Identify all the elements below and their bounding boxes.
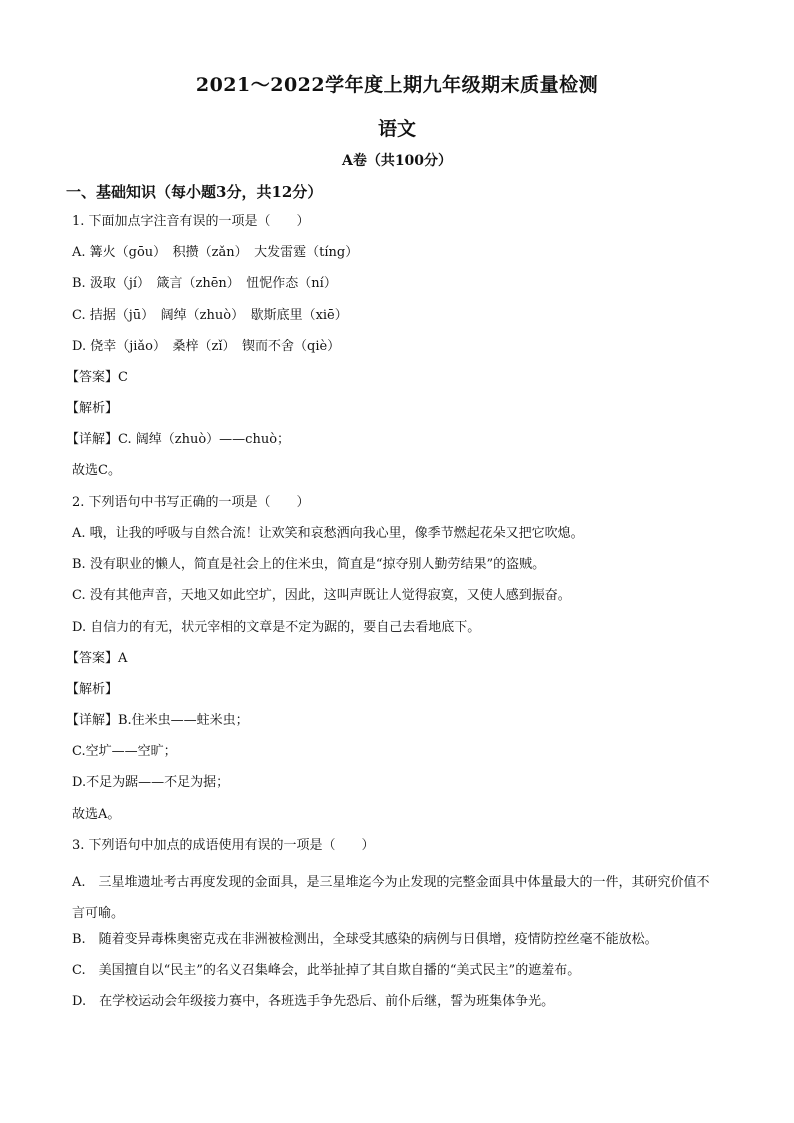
question-1-detail: 【详解】C. 阔绰（zhuò）——chuò； <box>66 432 291 447</box>
question-1-analysis-label: 【解析】 <box>66 401 119 416</box>
question-1-option-c: C. 拮据（jū） 阔绰（zhuò） 歇斯底里（xiē） <box>72 308 348 323</box>
question-3-option-c: C. 美国擅自以“民主”的名义召集峰会，此举扯掉了其自欺自播的“美式民主”的遮羞布。 <box>72 963 581 978</box>
question-2-analysis-label: 【解析】 <box>66 682 119 697</box>
question-2-detail-b: 【详解】B.住米虫——蛀米虫； <box>66 713 249 728</box>
question-2-stem: 2. 下列语句中书写正确的一项是（ ） <box>72 495 310 510</box>
question-1-option-d: D. 侥幸（jiǎo） 桑梓（zǐ） 锲而不舍（qiè） <box>72 339 341 354</box>
question-2-option-d: D. 自信力的有无，状元宰相的文章是不定为踞的，要自己去看地底下。 <box>72 620 481 635</box>
question-3-option-a: A. 三星堆遗址考古再度发现的金面具，是三星堆迄今为止发现的完整金面具中体量最大的一件，其研究价值不言可喻。 <box>72 875 710 921</box>
question-1-option-b: B. 汲取（jí） 箴言（zhēn） 忸怩作态（ní） <box>72 276 337 291</box>
question-2-answer: 【答案】A <box>66 651 128 666</box>
question-1-answer: 【答案】C <box>66 370 128 385</box>
section-heading: 一、基础知识（每小题3分，共12分） <box>66 183 323 201</box>
question-2-detail-d: D.不足为踞——不足为据； <box>72 775 230 790</box>
subject-title: 语文 <box>377 118 416 140</box>
question-1-option-a: A. 篝火（gōu） 积攒（zǎn） 大发雷霆（tíng） <box>72 245 359 260</box>
question-1-stem: 1. 下面加点字注音有误的一项是（ ） <box>72 214 310 229</box>
question-1-conclusion: 故选C。 <box>72 463 121 478</box>
question-3-stem: 3. 下列语句中加点的成语使用有误的一项是（ ） <box>72 838 375 853</box>
exam-title: 2021～2022学年度上期九年级期末质量检测 <box>195 74 599 96</box>
volume-label: A卷（共100分） <box>341 153 453 169</box>
question-2-option-c: C. 没有其他声音，天地又如此空圹，因此，这叫声既让人觉得寂寞，又使人感到振奋。 <box>72 588 571 603</box>
question-2-option-b: B. 没有职业的懒人，简直是社会上的住米虫，简直是“掠夺别人勤劳结果”的盗贼。 <box>72 557 546 572</box>
question-3-option-d: D. 在学校运动会年级接力赛中，各班选手争先恐后、前仆后继，誓为班集体争光。 <box>72 994 555 1009</box>
question-2-detail-c: C.空圹——空旷； <box>72 744 177 759</box>
question-2-option-a: A. 哦，让我的呼吸与自然合流！让欢笑和哀愁洒向我心里，像季节燃起花朵又把它吹熄。 <box>72 526 584 541</box>
question-2-conclusion: 故选A。 <box>72 807 121 822</box>
question-3-option-b: B. 随着变异毒株奥密克戎在非洲被检测出，全球受其感染的病例与日俱增，疫情防控丝毫不能放松。 <box>72 932 658 947</box>
